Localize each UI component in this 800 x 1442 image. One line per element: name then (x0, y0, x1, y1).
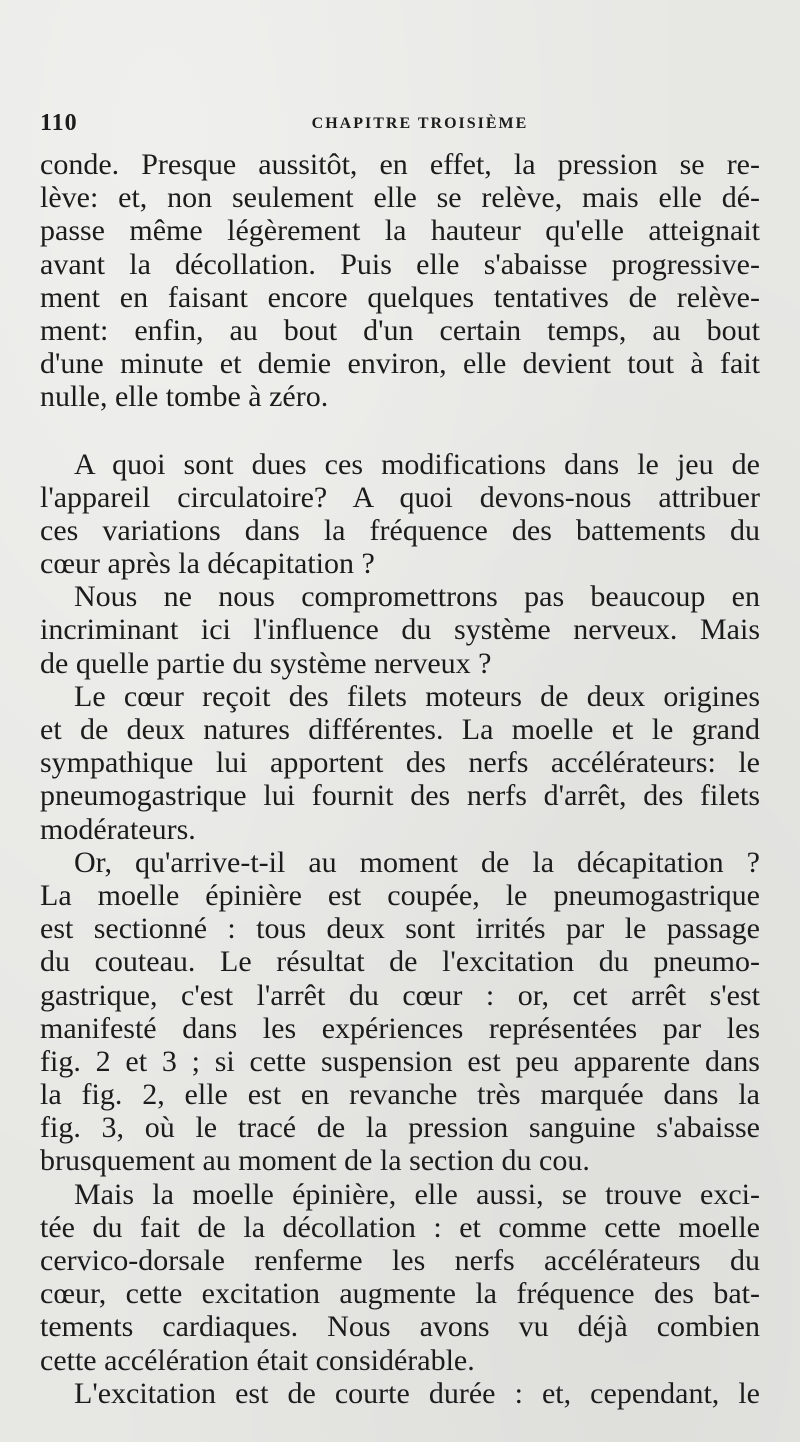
text-line: est sectionné : tous deux sont irrités par le passage (40, 912, 760, 946)
text-line: Nous ne nous compromettrons pas beaucoup en (74, 580, 760, 614)
text-line: tements cardiaques. Nous avons vu déjà combien (40, 1310, 760, 1344)
text-line: Le cœur reçoit des filets moteurs de deux origines (74, 679, 760, 713)
text-line: cette accélération était considérable. (40, 1343, 475, 1377)
text-line: de quelle partie du système nerveux ? (40, 646, 492, 680)
paragraph (40, 1178, 760, 1377)
text-line: modérateurs. (40, 812, 196, 846)
text-line: manifesté dans les expériences représentées par les (40, 1011, 760, 1045)
chapter-title: CHAPITRE TROISIÈME (311, 115, 529, 132)
text-line: tée du fait de la décollation : et comme cette moelle (40, 1210, 760, 1244)
text-line: pneumogastrique lui fournit des nerfs d'arrêt, des filets (40, 779, 760, 813)
text-line: cœur après la décapitation ? (40, 547, 375, 581)
text-line: lève: et, non seulement elle se relève, mais elle dé- (40, 181, 760, 215)
running-head (40, 110, 760, 136)
text-line: cœur, cette excitation augmente la fréquence des bat- (40, 1277, 760, 1311)
text-line: fig. 2 et 3 ; si cette suspension est peu apparente dans (40, 1044, 760, 1078)
page-number: 110 (40, 110, 78, 136)
text-line: conde. Presque aussitôt, en effet, la pression se re- (40, 148, 760, 181)
text-line: avant la décollation. Puis elle s'abaisse progressive- (40, 247, 760, 281)
text-line: et de deux natures différentes. La moelle et le grand (40, 713, 760, 746)
text-line: gastrique, c'est l'arrêt du cœur : or, cet arrêt s'est (40, 978, 760, 1012)
text-line: fig. 3, où le tracé de la pression sanguine s'abaisse (40, 1111, 760, 1145)
text-line: ment en faisant encore quelques tentatives de relève- (40, 280, 760, 314)
text-line: incriminant ici l'influence du système nerveux. Mais (40, 613, 760, 647)
text-line: du couteau. Le résultat de l'excitation du pneumo- (40, 945, 760, 979)
text-line: L'excitation est de courte durée : et, cependant, le (74, 1376, 760, 1410)
text-line: ces variations dans la fréquence des battements du (40, 513, 760, 547)
text-line: nulle, elle tombe à zéro. (40, 380, 329, 414)
paragraph-spacer (40, 414, 760, 448)
text-line: la fig. 2, elle est en revanche très marquée dans la (40, 1078, 760, 1112)
text-line: Mais la moelle épinière, elle aussi, se trouve exci- (74, 1177, 760, 1211)
text-line: La moelle épinière est coupée, le pneumogastrique (40, 878, 760, 912)
text-line: ment: enfin, au bout d'un certain temps, au bout (40, 313, 760, 347)
body-text (40, 148, 760, 1410)
text-line: brusquement au moment de la section du cou. (40, 1144, 590, 1178)
text-line: cervico-dorsale renferme les nerfs accélérateurs du (40, 1244, 760, 1277)
paragraph (40, 1377, 760, 1410)
paragraph (40, 846, 760, 1178)
text-line: sympathique lui apportent des nerfs accélérateurs: le (40, 746, 760, 780)
text-line: A quoi sont dues ces modifications dans le jeu de (74, 447, 760, 481)
paragraph (40, 680, 760, 846)
paragraph (40, 148, 760, 414)
text-line: d'une minute et demie environ, elle devient tout à fait (40, 347, 760, 381)
paragraph (40, 580, 760, 680)
text-line: l'appareil circulatoire? A quoi devons-nous attribuer (40, 480, 760, 514)
paragraph (40, 448, 760, 581)
text-line: Or, qu'arrive-t-il au moment de la décapitation ? (74, 845, 760, 879)
text-line: passe même légèrement la hauteur qu'elle atteignait (40, 214, 760, 248)
